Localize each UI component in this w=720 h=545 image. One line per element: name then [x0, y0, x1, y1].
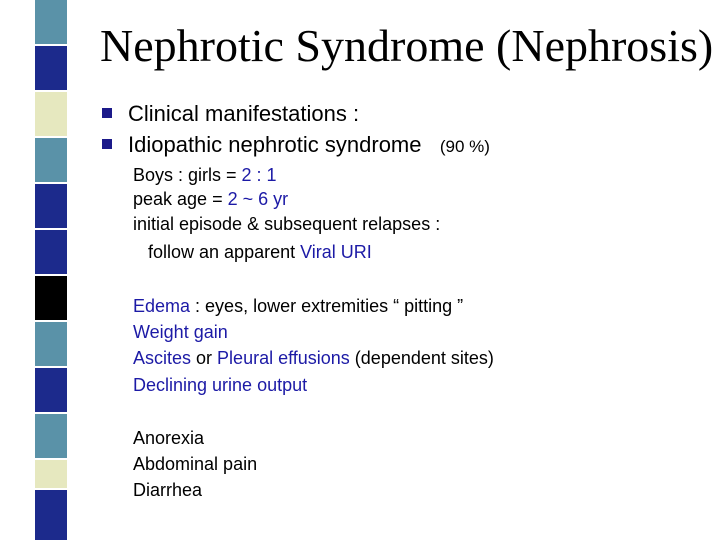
dependent-sites: (dependent sites) [349, 348, 494, 368]
sidebar-square [35, 276, 67, 320]
bullet-suffix: (90 %) [439, 137, 490, 156]
symptom-diarrhea: Diarrhea [133, 480, 203, 500]
edema-line [133, 295, 463, 317]
sidebar-square [35, 460, 67, 488]
follow-label: follow an apparent [148, 242, 301, 262]
bullet-item [102, 132, 490, 160]
slide-title: Nephrotic Syndrome (Nephrosis) [100, 20, 714, 71]
sidebar-square [35, 138, 67, 182]
follow-value: Viral URI [300, 242, 372, 262]
ratio-line [133, 164, 277, 186]
sidebar-square [35, 46, 67, 90]
peak-age-value: 2 ~ 6 yr [227, 189, 289, 209]
ratio-label: Boys : girls = [133, 165, 242, 185]
follow-line [148, 241, 372, 263]
sidebar-square [35, 92, 67, 136]
weight-gain-line: Weight gain [133, 322, 228, 342]
sidebar-square [0, 0, 33, 540]
ascites-term: Ascites [133, 348, 192, 368]
sidebar-squares [0, 0, 68, 540]
sidebar-square [35, 184, 67, 228]
pleural-term: Pleural effusions [217, 348, 350, 368]
ascites-or: or [191, 348, 218, 368]
sidebar-square [35, 230, 67, 274]
initial-episode-line: initial episode & subsequent relapses : [133, 214, 441, 234]
bullet-square-icon [102, 139, 112, 149]
symptom-abdominal-pain: Abdominal pain [133, 454, 258, 474]
edema-detail: : eyes, lower extremities “ pitting ” [190, 296, 464, 316]
bullet-text: Idiopathic nephrotic syndrome [128, 132, 422, 157]
urine-output-line: Declining urine output [133, 375, 308, 395]
bullet-item [102, 101, 359, 127]
ascites-line [133, 347, 494, 369]
peak-age-line [133, 188, 288, 210]
sidebar-square [35, 0, 67, 44]
ratio-value: 2 : 1 [241, 165, 277, 185]
bullet-square-icon [102, 108, 112, 118]
decorative-sidebar [0, 0, 68, 540]
sidebar-square [35, 490, 67, 540]
edema-term: Edema [133, 296, 191, 316]
sidebar-square [35, 414, 67, 458]
symptom-anorexia: Anorexia [133, 428, 205, 448]
sidebar-square [35, 368, 67, 412]
bullet-text: Clinical manifestations : [128, 101, 360, 126]
sidebar-square [35, 322, 67, 366]
peak-age-label: peak age = [133, 189, 228, 209]
